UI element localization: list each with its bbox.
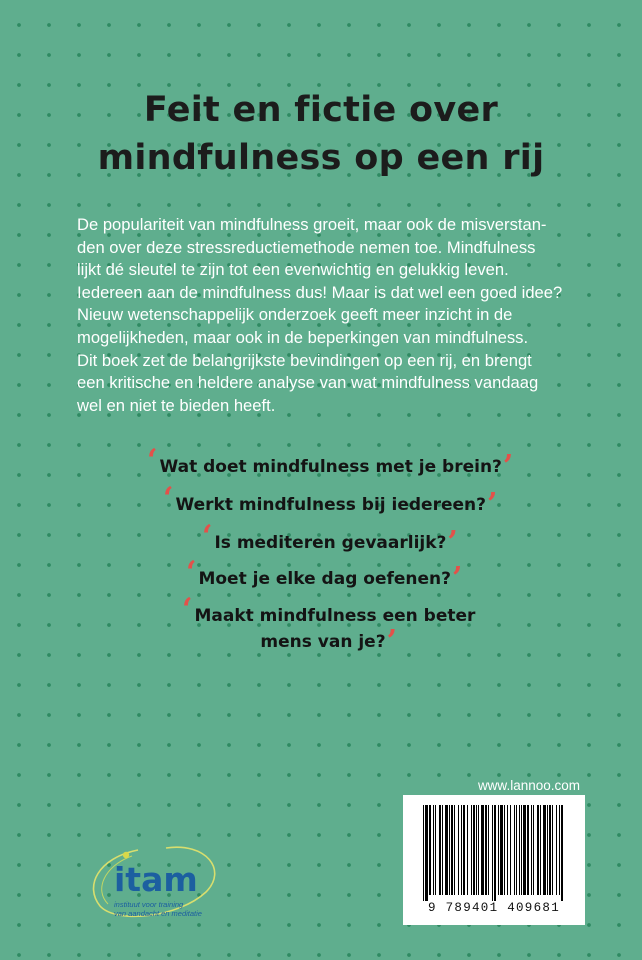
barcode-bar [540,805,541,895]
barcode-bar [476,805,477,895]
barcode-bar [488,805,489,895]
barcode-bar [494,805,496,901]
barcode-bar [523,805,526,895]
barcode-bar [429,805,431,895]
quote-open-mark: ‘ [202,519,213,554]
itam-logo [78,820,228,920]
barcode-bar [454,805,455,895]
quote-open-mark: ‘ [147,443,158,478]
description-line: den over deze stressreductiemethode nemen toe. Mindfulness [77,237,536,257]
barcode-bar [519,805,520,895]
question-text: Is mediteren gevaarlijk? [214,533,447,553]
quote-close-mark: ’ [447,525,458,560]
quote-open-mark: ‘ [186,555,197,590]
barcode-bar [433,805,434,895]
barcode-bar [435,805,436,895]
barcode-bars [423,805,565,901]
publisher-url: www.lannoo.com [477,778,580,793]
barcode-bar [451,805,453,895]
barcode-bar [461,805,462,895]
quote-open-mark: ‘ [182,592,193,627]
question-text: mens van je? [260,632,386,652]
title-line-2: mindfulness op een rij [97,138,545,178]
quote-close-mark: ’ [502,449,514,484]
barcode-bar [478,805,479,895]
barcode-bar [514,805,515,895]
question-item [163,481,498,522]
description-line: wel en niet te bieden heeft. [77,395,276,415]
logo-tagline-line: van aandacht en meditatie [114,909,202,918]
barcode-bar [559,805,560,895]
logo-wordmark: itam [114,860,198,899]
description-line: mogelijkheden, maar ook in de beperkingen van mindfulness. [77,327,529,347]
barcode-bar [492,805,493,901]
barcode-bar [463,805,465,895]
barcode-bar [467,805,468,895]
barcode-bar [547,805,548,895]
barcode-bar [481,805,484,895]
barcode-bar [552,805,553,895]
barcode-bar [510,805,511,895]
barcode-bar [458,805,459,895]
barcode-bar [527,805,529,895]
description-line: een kritische en heldere analyse van wat mindfulness vandaag [77,373,539,393]
barcode-bar [439,805,441,895]
barcode-bar [543,805,546,895]
question-item [182,592,476,659]
barcode-bar [556,805,557,895]
question-item [186,555,463,596]
barcode-bar [500,805,503,895]
barcode-bar [504,805,505,895]
barcode-bar [445,805,448,895]
question-text: Maakt mindfulness een beter [194,606,476,626]
question-text: Wat doet mindfulness met je brein? [159,457,502,477]
barcode-bar [507,805,508,895]
barcode-bar [449,805,450,895]
barcode-bar [425,805,428,901]
quote-open-mark: ‘ [163,481,174,516]
barcode-bar [485,805,487,895]
barcode-bar [561,805,563,901]
logo-tagline-line: instituut voor training [114,900,184,909]
barcode-bar [423,805,424,901]
description-line: lijkt dé sleutel te zijn tot een evenwichtig en gelukkig leven. [77,260,509,280]
barcode-bar [521,805,522,895]
barcode-bar [498,805,499,895]
barcode [403,795,585,925]
barcode-bar [549,805,551,895]
barcode-bar [533,805,534,895]
description-line: Nieuw wetenschappelijk onderzoek geeft meer inzicht in de [77,305,513,325]
barcode-bar [537,805,539,895]
barcode-bar [473,805,475,895]
barcode-bar [531,805,532,895]
description-line: Iedereen aan de mindfulness dus! Maar is dat wel een goed idee? [77,282,563,302]
question-item [147,443,514,484]
isbn-number: 9 789401 409681 [427,901,561,915]
logo-tagline [114,900,202,918]
quote-close-mark: ’ [386,624,398,659]
barcode-bar [442,805,443,895]
title-line-1: Feit en fictie over [143,90,499,130]
barcode-bar [471,805,472,895]
question-item [202,519,458,560]
description-line: Dit boek zet de belangrijkste bevindingen op een rij, en brengt [77,350,532,370]
question-text: Werkt mindfulness bij iedereen? [175,495,486,515]
description-line: De populariteit van mindfulness groeit, maar ook de misverstan- [77,215,547,234]
question-text: Moet je elke dag oefenen? [198,569,452,589]
barcode-bar [516,805,517,895]
quote-close-mark: ’ [487,487,498,522]
quote-close-mark: ’ [452,561,463,596]
